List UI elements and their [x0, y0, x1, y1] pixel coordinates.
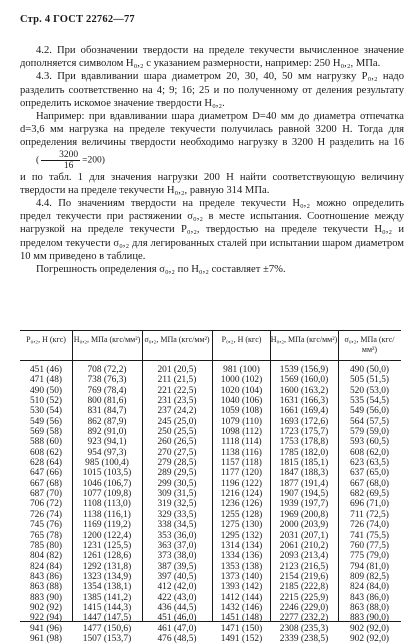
table-cell: 2308 (235,3) — [279, 623, 329, 634]
table-cell: 1661 (169,4) — [279, 406, 329, 417]
table-cell: 1447 (147,5) — [82, 613, 132, 624]
table-cell: 2215 (225,9) — [279, 592, 329, 603]
table-cell: 250 (25,5) — [157, 427, 197, 438]
formula-result: =200 — [82, 155, 102, 166]
table-cell: 647 (66) — [29, 468, 63, 479]
table-cell: 608 (62) — [29, 447, 63, 458]
table-cell: 726 (74,0) — [349, 520, 390, 531]
table-cell: 809 (82,5) — [349, 571, 390, 582]
table-cell: 1138 (116) — [221, 447, 262, 458]
table-cell: 1507 (153,7) — [82, 633, 132, 644]
table-cell: 623 (63,5) — [349, 458, 390, 469]
table-cell: 769 (78,4) — [87, 385, 127, 396]
table-cell: 260 (26,5) — [157, 437, 197, 448]
table-cell: 299 (30,5) — [157, 478, 197, 489]
table-cell: 520 (53,0) — [349, 385, 390, 396]
paragraph-example-cont: и по табл. 1 для значения нагрузки 200 Н найти соответствующую величину твердости на пределе текучести H₀,₂, равную 314 МПа. — [20, 171, 404, 196]
table-column-s2 — [338, 331, 401, 644]
table-cell: 706 (72) — [29, 499, 63, 510]
table-cell: 1539 (156,9) — [279, 365, 329, 375]
table-header-s1: σ₀,₂, МПа (кгс/мм²) — [142, 331, 212, 361]
example-text: Например: при вдавливании шара диаметром D=40 мм до диаметра отпечатка d=3,6 мм нагрузка на пределе текучести получилась равной 3200 Н. Тогда для определения величины твердости необходимо нагрузку в 3200 Н разделить на 16 — [20, 111, 404, 149]
table-cell: 436 (44,5) — [157, 602, 197, 613]
table-cell: 461 (47,0) — [157, 623, 197, 634]
table-cell: 221 (22,5) — [157, 385, 197, 396]
table-cell: 892 (91,0) — [87, 427, 127, 438]
table-cell: 1385 (141,2) — [82, 592, 132, 603]
table-cell: 1200 (122,4) — [82, 530, 132, 541]
table-cell: 1753 (178,8) — [279, 437, 329, 448]
table-header-s2: σ₀,₂, МПа (кгс/мм²) — [338, 331, 401, 361]
table-cell: 451 (46) — [29, 365, 63, 375]
column-values-s2 — [338, 365, 401, 644]
table-cell: 923 (94,1) — [87, 437, 127, 448]
table-column-s1 — [142, 331, 212, 644]
table-cell: 1314 (134) — [220, 540, 263, 551]
table-cell: 1939 (197,7) — [279, 499, 329, 510]
table-cell: 1236 (126) — [220, 499, 263, 510]
table-cell: 981 (100) — [223, 365, 260, 375]
table-cell: 549 (56,0) — [349, 406, 390, 417]
table-cell: 1815 (185,1) — [279, 458, 329, 469]
table-cell: 961 (98) — [29, 633, 63, 644]
table-cell: 2339 (238,5) — [279, 633, 329, 644]
table-cell: 1693 (172,6) — [279, 416, 329, 427]
table-cell: 1907 (194,5) — [279, 489, 329, 500]
table-cell: 628 (64) — [29, 458, 63, 469]
table-cell: 387 (39,5) — [157, 561, 197, 572]
table-header-h1: H₀,₂, МПа (кгс/мм²) — [72, 331, 142, 361]
table-cell: 794 (81,0) — [349, 561, 390, 572]
table-cell: 738 (76,3) — [87, 375, 127, 386]
table-cell: 985 (100,4) — [85, 458, 129, 469]
table-cell: 329 (33,5) — [157, 509, 197, 520]
table-cell: 1077 (109,8) — [82, 489, 132, 500]
table-cell: 711 (72,5) — [350, 509, 389, 520]
table-cell: 902 (92,0) — [349, 623, 390, 634]
table-cell: 804 (82) — [29, 551, 63, 562]
table-cell: 941 (96) — [29, 623, 63, 634]
table-cell: 363 (37,0) — [157, 540, 197, 551]
table-cell: 319 (32,5) — [157, 499, 197, 510]
table-cell: 745 (76) — [29, 520, 63, 531]
table-cell: 593 (60,5) — [349, 437, 390, 448]
table-cell: 451 (46,0) — [157, 613, 197, 624]
table-cell: 1412 (144) — [220, 592, 263, 603]
conversion-table — [20, 330, 401, 644]
table-cell: 1255 (128) — [220, 509, 263, 520]
body-text — [20, 44, 404, 276]
table-cell: 687 (70) — [29, 489, 63, 500]
table-cell: 667 (68,0) — [349, 478, 390, 489]
table-cell: 1108 (113,0) — [83, 499, 131, 510]
table-cell: 2154 (219,6) — [279, 571, 329, 582]
table-cell: 824 (84) — [29, 561, 63, 572]
table-cell: 785 (80) — [29, 540, 63, 551]
table-cell: 1015 (103,5) — [82, 468, 132, 479]
table-cell: 2061 (210,2) — [279, 540, 329, 551]
table-cell: 490 (50,0) — [349, 365, 390, 375]
paragraph-4-3: 4.3. При вдавливании шара диаметром 20, 30, 40, 50 мм нагрузку P₀,₂ надо разделить соответственно на 4; 9; 16; 25 и по полученному от деления результату определить искомое значение твердости H₀,₂. — [20, 71, 404, 109]
table-cell: 1415 (144,3) — [82, 602, 132, 613]
table-cell: 422 (43,0) — [157, 592, 197, 603]
table-column-h2 — [270, 331, 338, 644]
table-cell: 1000 (102) — [220, 375, 263, 386]
table-cell: 760 (77,5) — [349, 540, 390, 551]
table-cell: 824 (84,0) — [349, 582, 390, 593]
table-cell: 775 (79,0) — [349, 551, 390, 562]
table-cell: 1631 (166,3) — [279, 396, 329, 407]
column-values-h2 — [270, 365, 338, 644]
table-cell: 1059 (108) — [220, 406, 263, 417]
table-cell: 1847 (188,3) — [279, 468, 329, 479]
table-cell: 2277 (232,2) — [279, 613, 329, 624]
table-cell: 1157 (118) — [221, 458, 262, 469]
table-cell: 412 (42,0) — [157, 582, 197, 593]
table-cell: 1451 (148) — [220, 613, 263, 624]
table-cell: 353 (36,0) — [157, 530, 197, 541]
table-cell: 1020 (104) — [220, 385, 263, 396]
table-cell: 1216 (124) — [220, 489, 263, 500]
table-cell: 1079 (110) — [220, 416, 263, 427]
table-cell: 270 (27,5) — [157, 447, 197, 458]
paragraph-4-2: 4.2. При обозначении твердости на пределе текучести вычисленное значение дополняется символом H₀,₂ с указанием размерности, например: 250 H₀,₂, МПа. — [20, 45, 404, 70]
table-cell: 1098 (112) — [220, 427, 263, 438]
table-cell: 862 (87,9) — [87, 416, 127, 427]
table-cell: 2185 (222,8) — [279, 582, 329, 593]
table-cell: 1432 (146) — [220, 602, 263, 613]
table-cell: 1295 (132) — [220, 530, 263, 541]
table-cell: 682 (69,5) — [349, 489, 390, 500]
table-cell: 883 (90,0) — [349, 613, 390, 624]
table-cell: 1138 (116,1) — [83, 509, 131, 520]
table-cell: 800 (81,6) — [87, 396, 127, 407]
table-cell: 1231 (125,5) — [82, 540, 132, 551]
table-column-p1 — [20, 331, 72, 644]
table-cell: 1600 (163,2) — [279, 385, 329, 396]
table-cell: 338 (34,5) — [157, 520, 197, 531]
formula-numerator: 3200 — [41, 150, 80, 161]
table-cell: 237 (24,2) — [157, 406, 197, 417]
table-cell: 1373 (140) — [220, 571, 263, 582]
table-column-p2 — [213, 331, 270, 644]
table-cell: 1118 (114) — [221, 437, 262, 448]
column-values-s1 — [142, 365, 212, 644]
table-cell: 471 (48) — [29, 375, 63, 386]
table-cell: 397 (40,5) — [157, 571, 197, 582]
table-cell: 1785 (182,0) — [279, 447, 329, 458]
table-column-h1 — [72, 331, 142, 644]
table-cell: 741 (75,5) — [349, 530, 390, 541]
table-cell: 1877 (191,4) — [279, 478, 329, 489]
table-cell: 1334 (136) — [220, 551, 263, 562]
table-cell: 490 (50) — [29, 385, 63, 396]
table-cell: 569 (58) — [29, 427, 63, 438]
table-cell: 863 (88,0) — [349, 602, 390, 613]
table-cell: 902 (92) — [29, 602, 63, 613]
table-cell: 1169 (119,2) — [83, 520, 131, 531]
table-cell: 1177 (120) — [220, 468, 263, 479]
table-cell: 831 (84,7) — [87, 406, 127, 417]
column-values-h1 — [72, 365, 142, 644]
table-cell: 2123 (216,5) — [279, 561, 329, 572]
table-cell: 505 (51,5) — [349, 375, 390, 386]
table-cell: 1275 (130) — [220, 520, 263, 531]
table-cell: 1046 (106,7) — [82, 478, 132, 489]
table-cell: 1723 (175,7) — [279, 427, 329, 438]
table-cell: 708 (72,2) — [87, 365, 127, 375]
table-cell: 1393 (142) — [220, 582, 263, 593]
table-cell: 289 (29,5) — [157, 468, 197, 479]
table-cell: 883 (90) — [29, 592, 63, 603]
table-cell: 863 (88) — [29, 582, 63, 593]
table-cell: 1354 (138,1) — [82, 582, 132, 593]
table-header-h2: H₀,₂, МПа (кгс/мм²) — [270, 331, 338, 361]
table-cell: 922 (94) — [29, 613, 63, 624]
table-cell: 843 (86,0) — [349, 592, 390, 603]
table-cell: 588 (60) — [29, 437, 63, 448]
table-cell: 2031 (207,1) — [279, 530, 329, 541]
column-values-p2 — [213, 365, 270, 644]
table-cell: 1491 (152) — [220, 633, 263, 644]
table-cell: 1569 (160,0) — [279, 375, 329, 386]
table-cell: 726 (74) — [29, 509, 63, 520]
table-cell: 535 (54,5) — [349, 396, 390, 407]
table-cell: 530 (54) — [29, 406, 63, 417]
table-cell: 1969 (200,8) — [279, 509, 329, 520]
formula-denominator: 16 — [63, 160, 74, 171]
table-cell: 2093 (213,4) — [279, 551, 329, 562]
table-cell: 309 (31,5) — [157, 489, 197, 500]
table-cell: 765 (78) — [29, 530, 63, 541]
table-header-p1: P₀,₂, Н (кгс) — [20, 331, 72, 361]
table-cell: 667 (68) — [29, 478, 63, 489]
paragraph-error: Погрешность определения σ₀,₂ по H₀,₂ составляет ±7%. — [36, 264, 286, 276]
table-cell: 1261 (128,6) — [82, 551, 132, 562]
table-cell: 2246 (229,0) — [279, 602, 329, 613]
table-cell: 1040 (106) — [220, 396, 263, 407]
column-values-p1 — [20, 365, 72, 644]
table-cell: 843 (86) — [29, 571, 63, 582]
table-cell: 211 (21,5) — [157, 375, 197, 386]
table-cell: 1196 (122) — [220, 478, 263, 489]
table-cell: 1477 (150,6) — [82, 623, 132, 634]
table-cell: 373 (38,0) — [157, 551, 197, 562]
table-cell: 231 (23,5) — [157, 396, 197, 407]
division-formula: ( $\frac{3200}{16}$ =200) — [36, 149, 105, 171]
table-cell: 1353 (138) — [220, 561, 263, 572]
table-cell: 1292 (131,8) — [82, 561, 132, 572]
table-cell: 245 (25,0) — [157, 416, 197, 427]
table-cell: 637 (65,0) — [349, 468, 390, 479]
table-cell: 1471 (150) — [220, 623, 263, 634]
table-cell: 564 (57,5) — [349, 416, 390, 427]
table-cell: 510 (52) — [29, 396, 63, 407]
table-cell: 201 (20,5) — [157, 365, 197, 375]
table-cell: 954 (97,3) — [87, 447, 127, 458]
table-cell: 549 (56) — [29, 416, 63, 427]
table-cell: 608 (62,0) — [349, 447, 390, 458]
paragraph-4-4: 4.4. По значениям твердости на пределе текучести H₀,₂ можно определить предел текучести при растяжении σ₀,₂ в месте испытания. Соотношение между нагрузкой на пределе текучести P₀,₂, твердостью на пределе текучести H₀,₂ и пределом текучести σ₀,₂ для легированных сталей при испытании шаром диаметром 10 мм приведено в таблице. — [20, 198, 404, 262]
table-cell: 579 (59,0) — [349, 427, 390, 438]
table-cell: 1323 (134,9) — [82, 571, 132, 582]
table-cell: 279 (28,5) — [157, 458, 197, 469]
paragraph-example — [20, 110, 404, 171]
table-cell: 902 (92,0) — [349, 633, 390, 644]
table-cell: 2000 (203,9) — [279, 520, 329, 531]
table-cell: 476 (48,5) — [157, 633, 197, 644]
table-cell: 696 (71,0) — [349, 499, 390, 510]
table-header-p2: P₀,₂, Н (кгс) — [213, 331, 270, 361]
page-header: Стр. 4 ГОСТ 22762—77 — [20, 14, 135, 25]
